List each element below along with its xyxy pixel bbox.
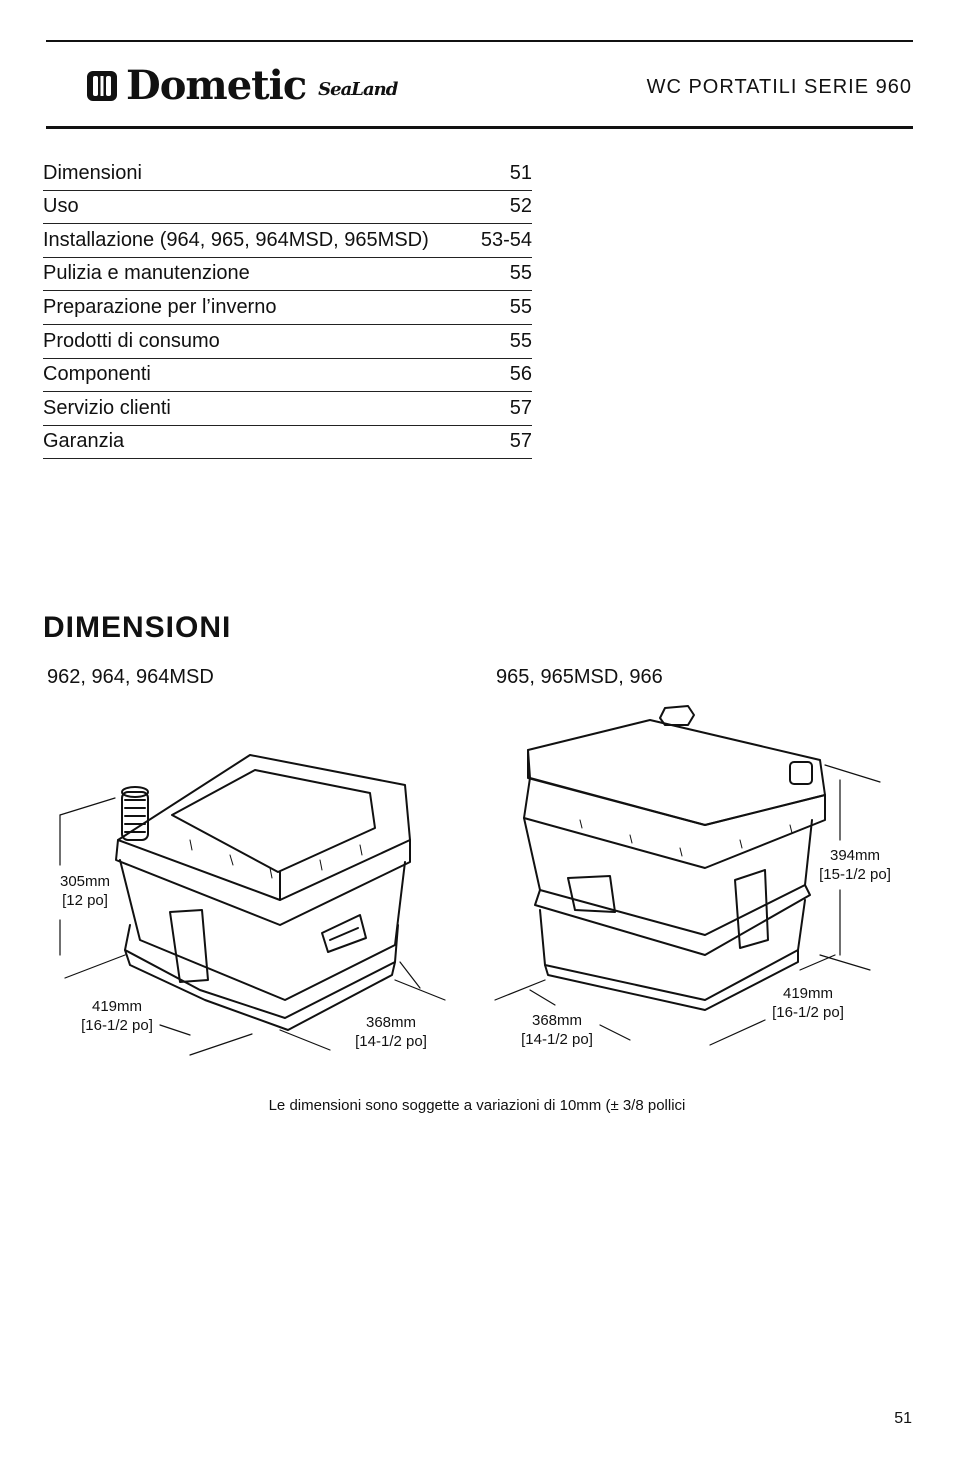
toc-label: Preparazione per l’inverno	[43, 295, 277, 318]
toc-page: 55	[509, 295, 532, 318]
toc-page: 55	[509, 262, 532, 285]
toc-label: Servizio clienti	[43, 396, 171, 419]
toc-row[interactable]	[43, 224, 532, 258]
toc-label: Pulizia e manutenzione	[43, 262, 250, 285]
dometic-logo	[86, 62, 398, 109]
dimension-label-a-depth: 368mm [14-1/2 po]	[355, 1014, 427, 1050]
brand-name: Dometic	[126, 62, 307, 109]
dimension-label-a-height: 305mm [12 po]	[59, 873, 111, 909]
toc-row[interactable]	[43, 157, 532, 191]
table-of-contents	[43, 157, 532, 459]
toc-page: 56	[509, 363, 532, 386]
toc-label: Uso	[43, 195, 79, 218]
toc-label: Dimensioni	[43, 161, 142, 184]
dimension-label-b-width: 419mm [16-1/2 po]	[772, 985, 844, 1021]
toc-row[interactable]	[43, 426, 532, 460]
section-title: DIMENSIONI	[43, 611, 232, 644]
toc-row[interactable]	[43, 291, 532, 325]
toc-page: 51	[509, 161, 532, 184]
toc-page: 57	[509, 396, 532, 419]
toc-row[interactable]	[43, 191, 532, 225]
sub-brand-name: SeaLand	[318, 79, 398, 100]
toc-row[interactable]	[43, 392, 532, 426]
header-top-rule	[46, 40, 913, 42]
dometic-logo-mark-icon	[86, 70, 118, 102]
toc-row[interactable]	[43, 325, 532, 359]
toilet-dimension-drawing	[40, 700, 910, 1080]
toc-label: Componenti	[43, 363, 151, 386]
model-label-large: 965, 965MSD, 966	[496, 666, 663, 688]
toc-page: 53-54	[480, 228, 532, 251]
header-bottom-rule	[46, 126, 913, 129]
dimension-tolerance-note: Le dimensioni sono soggette a variazioni di 10mm (± 3/8 pollici	[268, 1097, 686, 1114]
toc-label: Installazione (964, 965, 964MSD, 965MSD)	[43, 228, 429, 251]
toc-page: 55	[509, 329, 532, 352]
document-title: WC PORTATILI SERIE 960	[646, 76, 912, 98]
toc-label: Prodotti di consumo	[43, 329, 220, 352]
dimension-label-a-width: 419mm [16-1/2 po]	[81, 998, 153, 1034]
toc-row[interactable]	[43, 359, 532, 393]
toc-label: Garanzia	[43, 430, 125, 453]
portable-toilet-small-illustration	[116, 755, 410, 1030]
toc-page: 52	[509, 195, 532, 218]
page-number: 51	[894, 1410, 912, 1427]
toc-row[interactable]	[43, 258, 532, 292]
dimension-label-b-height: 394mm [15-1/2 po]	[819, 847, 891, 883]
model-label-small: 962, 964, 964MSD	[47, 666, 214, 688]
dimension-label-b-depth: 368mm [14-1/2 po]	[521, 1012, 593, 1048]
toc-page: 57	[509, 430, 532, 453]
portable-toilet-large-illustration	[524, 706, 825, 1010]
